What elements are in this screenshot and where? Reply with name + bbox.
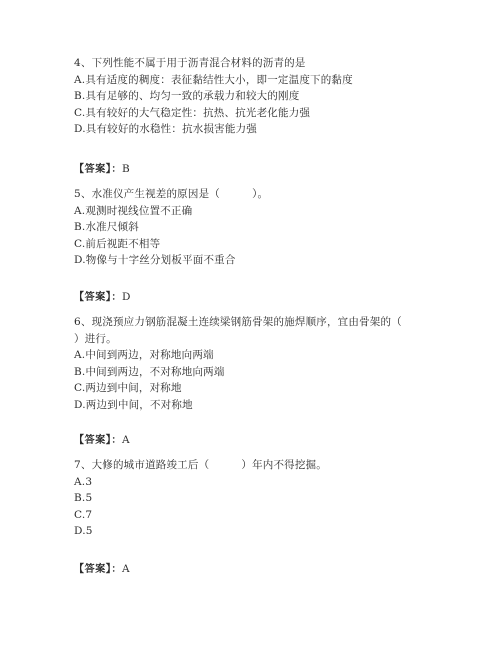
question-6 (74, 314, 474, 413)
answer-value: A (122, 434, 130, 446)
answer-label: 【答案】： (74, 292, 122, 303)
option-b: B.具有足够的、均匀一致的承载力和较大的刚度 (74, 90, 300, 102)
option-a: A.具有适度的稠度：表征黏结性大小，即一定温度下的黏度 (74, 73, 353, 86)
answer-label: 【答案】： (74, 164, 122, 175)
answer-4 (74, 161, 130, 178)
option-c: C.前后视距不相等 (74, 237, 161, 250)
option-b: B.水准尺倾斜 (74, 221, 139, 233)
option-c: C.具有较好的大气稳定性：抗热、抗光老化能力强 (74, 106, 311, 119)
option-a: A.观测时视线位置不正确 (74, 204, 193, 217)
option-b: B.中间到两边，不对称地向两端 (74, 365, 225, 378)
option-d: D.具有较好的水稳性：抗水损害能力强 (74, 123, 257, 135)
option-a: A.中间到两边，对称地向两端 (74, 349, 214, 361)
answer-6 (74, 432, 130, 449)
answer-value: D (122, 291, 131, 303)
option-b: B.5 (74, 492, 93, 504)
answer-value: B (122, 163, 130, 175)
answer-5 (74, 289, 130, 306)
answer-value: A (122, 563, 130, 575)
answer-label: 【答案】： (74, 435, 122, 446)
question-stem: 7、大修的城市道路竣工后（ ）年内不得挖掘。 (74, 459, 327, 471)
option-a: A.3 (74, 475, 93, 488)
question-stem: 5、水准仪产生视差的原因是（ ）。 (74, 188, 269, 200)
question-4 (74, 55, 474, 138)
option-d: D.两边到中间，不对称地 (74, 398, 193, 411)
question-5 (74, 186, 474, 269)
option-c: C.两边到中间，对称地 (74, 382, 182, 394)
answer-7 (74, 561, 130, 578)
option-d: D.物像与十字丝分划板平面不重合 (74, 254, 236, 266)
answer-label: 【答案】： (74, 564, 122, 575)
question-7 (74, 457, 474, 540)
option-c: C.7 (74, 508, 93, 521)
option-d: D.5 (74, 525, 93, 537)
question-stem-continued: ）进行。 (74, 332, 117, 345)
question-stem: 6、现浇预应力钢筋混凝土连续梁钢筋骨架的施焊顺序，宜由骨架的（ (74, 316, 402, 328)
question-stem: 4、下列性能不属于用于沥青混合材料的沥青的是 (74, 57, 306, 69)
